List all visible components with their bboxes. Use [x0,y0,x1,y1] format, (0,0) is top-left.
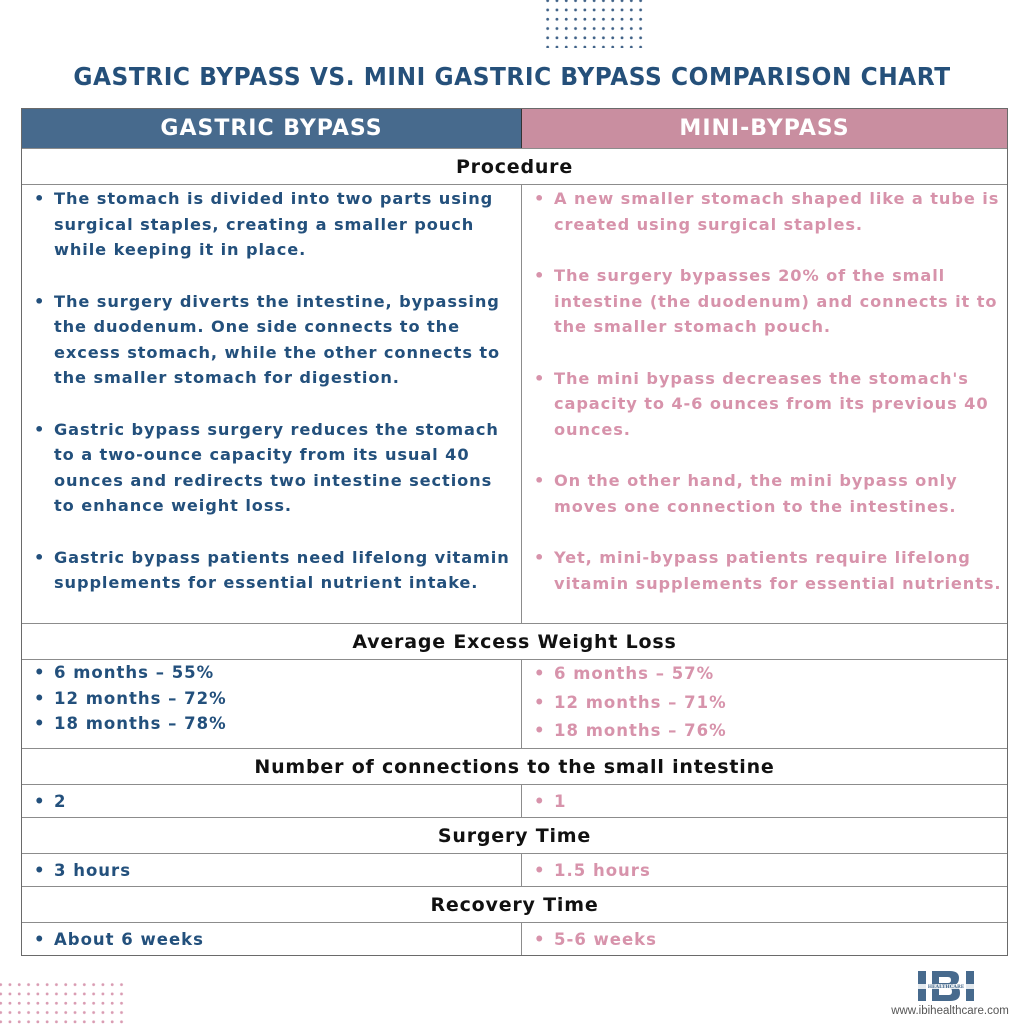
connections-mini-bypass [522,785,1007,817]
table-row-weight-loss [22,659,1007,748]
website-url[interactable]: www.ibihealthcare.com [891,1005,1009,1017]
list-item: • The stomach is divided into two parts using surgical staples, creating a smaller pouch while keeping it in place. [22,186,517,263]
list-item: • On the other hand, the mini bypass only moves one connection to the intestines. [522,468,1003,519]
list-item: • 6 months – 55% [22,660,521,686]
column-header-gastric-bypass: GASTRIC BYPASS [22,109,522,148]
table-row-procedure [22,184,1007,623]
list-item: • 18 months – 78% [22,711,521,737]
table-row-recovery-time [22,922,1007,955]
ibi-healthcare-logo [880,968,1020,1024]
list-item: • 3 hours [22,861,131,880]
list-item: • 18 months – 76% [522,717,1007,746]
surgery-time-gastric-bypass [22,854,522,886]
list-item: • The mini bypass decreases the stomach's capacity to 4-6 ounces from its previous 40 ounces. [522,366,1003,443]
list-item: • Gastric bypass surgery reduces the stomach to a two-ounce capacity from its usual 40 ounces and redirects two intestine sections to enhance weight loss. [22,417,517,519]
procedure-mini-bypass [522,185,1007,623]
svg-text:HEALTHCARE: HEALTHCARE [927,985,965,990]
section-header-weight-loss: Average Excess Weight Loss [22,623,1007,659]
list-item: • About 6 weeks [22,930,204,949]
section-header-surgery-time: Surgery Time [22,817,1007,853]
recovery-time-gastric-bypass [22,923,522,955]
section-header-procedure: Procedure [22,148,1007,184]
list-item: • 12 months – 71% [522,689,1007,718]
list-item: • 12 months – 72% [22,686,521,712]
list-item: • Yet, mini-bypass patients require lifelong vitamin supplements for essential nutrients. [522,545,1003,596]
weight-loss-mini-bypass [522,660,1007,748]
list-item: • The surgery bypasses 20% of the small intestine (the duodenum) and connects it to the smaller stomach pouch. [522,263,1003,340]
decorative-dots-top [543,0,643,48]
section-header-connections: Number of connections to the small intestine [22,748,1007,784]
weight-loss-gastric-bypass [22,660,522,748]
list-item: • 1 [522,792,566,811]
table-row-connections [22,784,1007,817]
list-item: • A new smaller stomach shaped like a tube is created using surgical staples. [522,186,1003,237]
comparison-table [21,108,1008,956]
column-header-mini-bypass: MINI-BYPASS [522,109,1007,148]
list-item: • The surgery diverts the intestine, bypassing the duodenum. One side connects to the excess stomach, while the other connects to the smaller stomach for digestion. [22,289,517,391]
page-title: GASTRIC BYPASS VS. MINI GASTRIC BYPASS COMPARISON CHART [73,62,951,91]
list-item: • 5-6 weeks [522,930,657,949]
procedure-gastric-bypass [22,185,522,623]
recovery-time-mini-bypass [522,923,1007,955]
table-row-surgery-time [22,853,1007,886]
list-item: • Gastric bypass patients need lifelong vitamin supplements for essential nutrient intake. [22,545,517,596]
list-item: • 1.5 hours [522,861,651,880]
section-header-recovery-time: Recovery Time [22,886,1007,922]
list-item: • 2 [22,792,66,811]
decorative-dots-bottom [0,980,124,1024]
ibi-logo-icon [918,970,974,1002]
table-header-row [22,109,1007,148]
list-item: • 6 months – 57% [522,660,1007,689]
surgery-time-mini-bypass [522,854,1007,886]
connections-gastric-bypass [22,785,522,817]
